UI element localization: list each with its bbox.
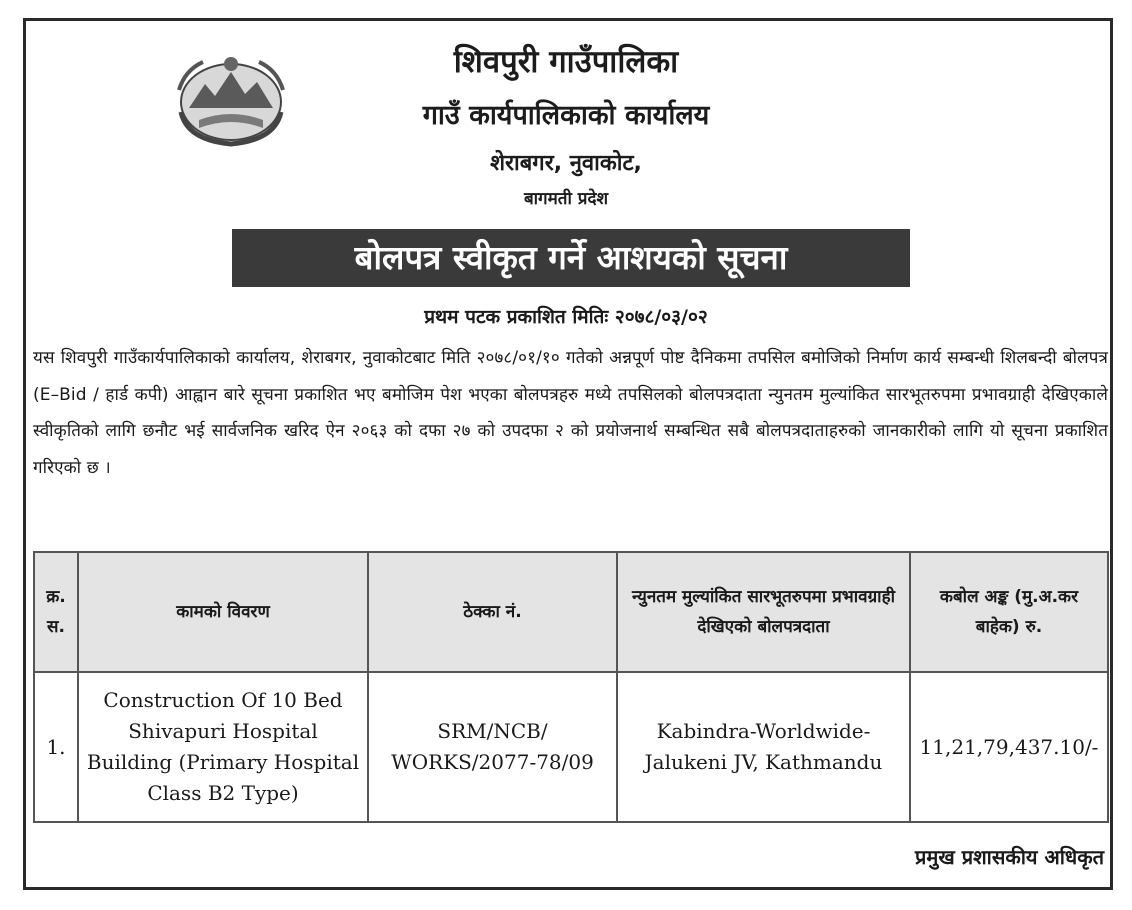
notice-title: बोलपत्र स्वीकृत गर्ने आशयको सूचना [232, 229, 910, 287]
cell-bidder: Kabindra-Worldwide- Jalukeni JV, Kathmandu [617, 672, 910, 822]
table-header-row [34, 552, 1108, 672]
header-serial: क्र. स. [34, 552, 78, 672]
header-contract-no: ठेक्का नं. [368, 552, 617, 672]
header-description: कामको विवरण [78, 552, 368, 672]
notice-body: यस शिवपुरी गाउँकार्यपालिकाको कार्यालय, शेराबगर, नुवाकोटबाट मिति २०७८/०१/१० गतेको अन्नपूर्ण पोष्ट दैनिकमा तपसिल बमोजिको निर्माण कार्य सम्बन्धी शिलबन्दी बोलपत्र (E–Bid / हार्ड कपी) आह्वान बारे सूचना प्रकाशित भए बमोजिम पेश भएका बोलपत्रहरु मध्ये तपसिलको बोलपत्रदाता न्युनतम मुल्यांकित सारभूतरुपमा प्रभावग्राही देखिएकाले स्वीकृतिको लागि छनौट भई सार्वजनिक खरिद ऐन २०६३ को दफा २७ को उपदफा २ को प्रयोजनार्थ सम्बन्धित सबै बोलपत्रदाताहरुको जानकारीको लागि यो सूचना प्रकाशित गरिएको छ । [33, 348, 1108, 478]
cell-contract-no: SRM/NCB/ WORKS/2077-78/09 [368, 672, 617, 822]
office-name: गाउँ कार्यपालिकाको कार्यालय [422, 100, 710, 131]
tender-table [33, 551, 1109, 823]
cell-description: Construction Of 10 Bed Shivapuri Hospital Building (Primary Hospital Class B2 Type) [78, 672, 368, 822]
publish-date: प्रथम पटक प्रकाशित मितिः २०७८/०३/०२ [424, 306, 708, 328]
table-row [34, 672, 1108, 822]
province-name: बागमती प्रदेश [523, 189, 609, 209]
cell-amount: 11,21,79,437.10/- [910, 672, 1108, 822]
municipality-name: शिवपुरी गाउँपालिका [453, 44, 679, 80]
header-amount: कबोल अङ्क (मु.अ.कर बाहेक) रु. [910, 552, 1108, 672]
office-location: शेराबगर, नुवाकोट, [490, 151, 642, 176]
header-bidder: न्युनतम मुल्यांकित सारभूतरुपमा प्रभावग्राही देखिएको बोलपत्रदाता [617, 552, 910, 672]
cell-serial: 1. [34, 672, 78, 822]
signatory-title: प्रमुख प्रशासकीय अधिकृत [915, 845, 1104, 869]
